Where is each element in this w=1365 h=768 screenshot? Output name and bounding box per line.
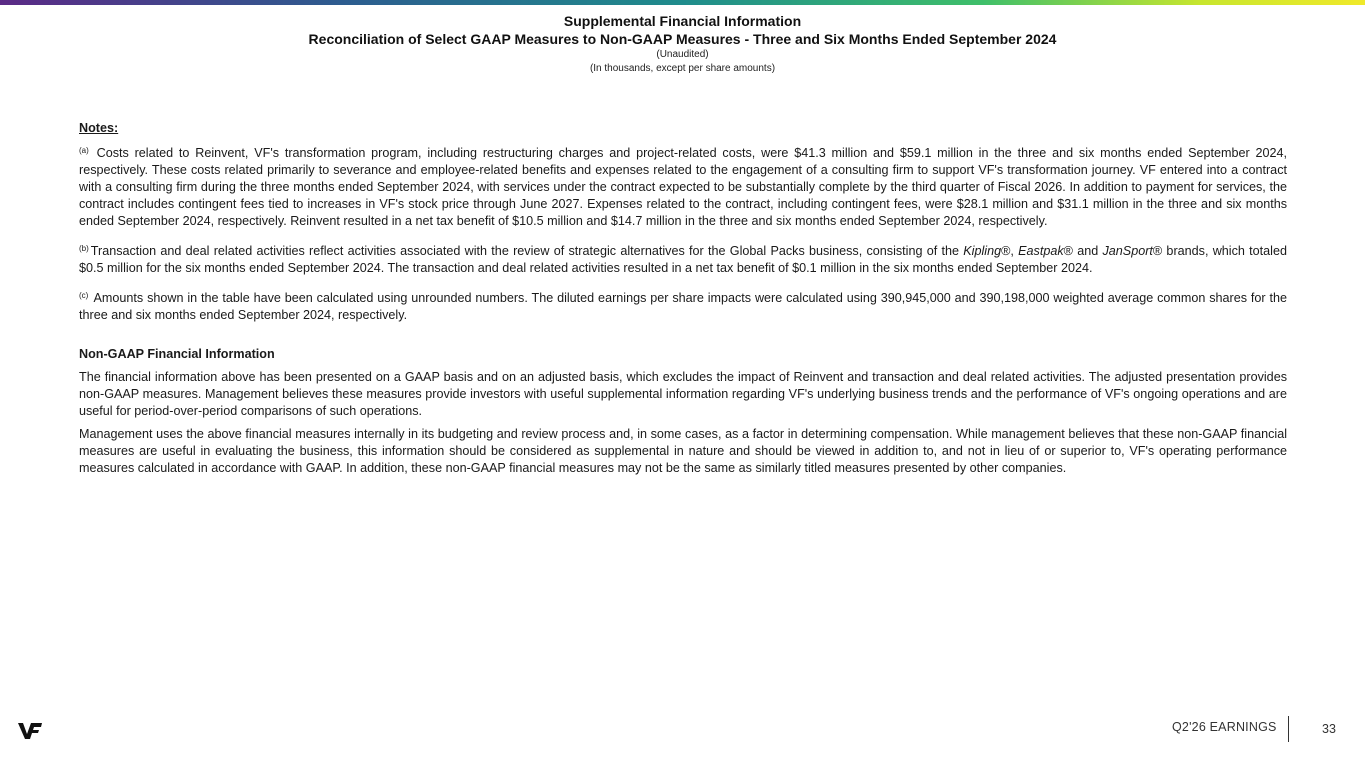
note-b-sep1: ®, xyxy=(1001,244,1019,258)
non-gaap-heading: Non-GAAP Financial Information xyxy=(79,347,275,361)
note-c-marker: (c) xyxy=(79,291,89,300)
note-b-text-post: ® brands, which totaled $0.5 million for the six months ended September 2024. The transaction and deal related activities resulted in a net tax benefit of $0.1 million in the six months ended September 2024. xyxy=(79,244,1287,275)
vf-logo-icon xyxy=(17,720,43,742)
notes-heading: Notes: xyxy=(79,121,119,135)
note-b xyxy=(79,243,1287,277)
non-gaap-paragraph-1: The financial information above has been presented on a GAAP basis and on an adjusted basis, which excludes the impact of Reinvent and transaction and deal related activities. The adjusted presentation provides non-GAAP measures. Management believes these measures provide investors with useful supplemental information regarding VF's underlying business trends and the performance of VF's ongoing operations and are useful for period-over-period comparisons of such operations. xyxy=(79,370,1287,418)
page-subtitle: Reconciliation of Select GAAP Measures to Non-GAAP Measures - Three and Six Months Ended September 2024 xyxy=(308,31,1057,47)
unaudited-label: (Unaudited) xyxy=(656,49,709,60)
note-c xyxy=(79,290,1287,324)
page-number: 33 xyxy=(1322,722,1336,736)
page-header xyxy=(0,12,1365,76)
note-c-text: Amounts shown in the table have been calculated using unrounded numbers. The diluted earnings per share impacts were calculated using 390,945,000 and 390,198,000 weighted average common shares for the three and six months ended September 2024, respectively. xyxy=(79,291,1287,322)
page-title: Supplemental Financial Information xyxy=(563,13,802,29)
note-a xyxy=(79,145,1287,230)
top-gradient-bar xyxy=(0,0,1365,5)
units-label: (In thousands, except per share amounts) xyxy=(589,63,776,74)
footer-earnings-label: Q2'26 EARNINGS xyxy=(1172,720,1277,734)
brand-kipling: Kipling xyxy=(963,244,1002,258)
note-b-sep2: ® and xyxy=(1063,244,1103,258)
note-b-text-pre: Transaction and deal related activities reflect activities associated with the review of strategic alternatives for the Global Packs business, consisting of the xyxy=(90,244,964,258)
brand-jansport: JanSport xyxy=(1102,244,1153,258)
note-b-marker: (b) xyxy=(79,244,89,253)
notes-content xyxy=(79,120,1287,483)
note-a-marker: (a) xyxy=(79,146,89,155)
footer-divider xyxy=(1288,716,1289,742)
non-gaap-paragraph-2: Management uses the above financial measures internally in its budgeting and review process and, in some cases, as a factor in determining compensation. While management believes that these non-GAAP financial measures are useful in evaluating the business, this information should be considered as supplemental in nature and should be viewed in addition to, and not in lieu of or superior to, VF's operating performance measures calculated in accordance with GAAP. In addition, these non-GAAP financial measures may not be the same as similarly titled measures presented by other companies. xyxy=(79,427,1287,475)
note-a-text: Costs related to Reinvent, VF's transformation program, including restructuring charges and project-related costs, were $41.3 million and $59.1 million in the three and six months ended September 2024, respectively. These costs related primarily to severance and employee-related benefits and expenses related to the engagement of a consulting firm to support VF's transformation journey. VF entered into a contract with a consulting firm during the three months ended September 2024, with services under the contract expected to be substantially complete by the third quarter of Fiscal 2026. In addition to payment for services, the contract includes contingent fees tied to increases in VF's stock price through June 2027. Expenses related to the contract, including contingent fees, were $28.1 million and $31.1 million in the three and six months ended September 2024, respectively. Reinvent resulted in a net tax benefit of $10.5 million and $14.7 million in the three and six months ended September 2024, respectively. xyxy=(79,146,1288,228)
brand-eastpak: Eastpak xyxy=(1018,244,1064,258)
